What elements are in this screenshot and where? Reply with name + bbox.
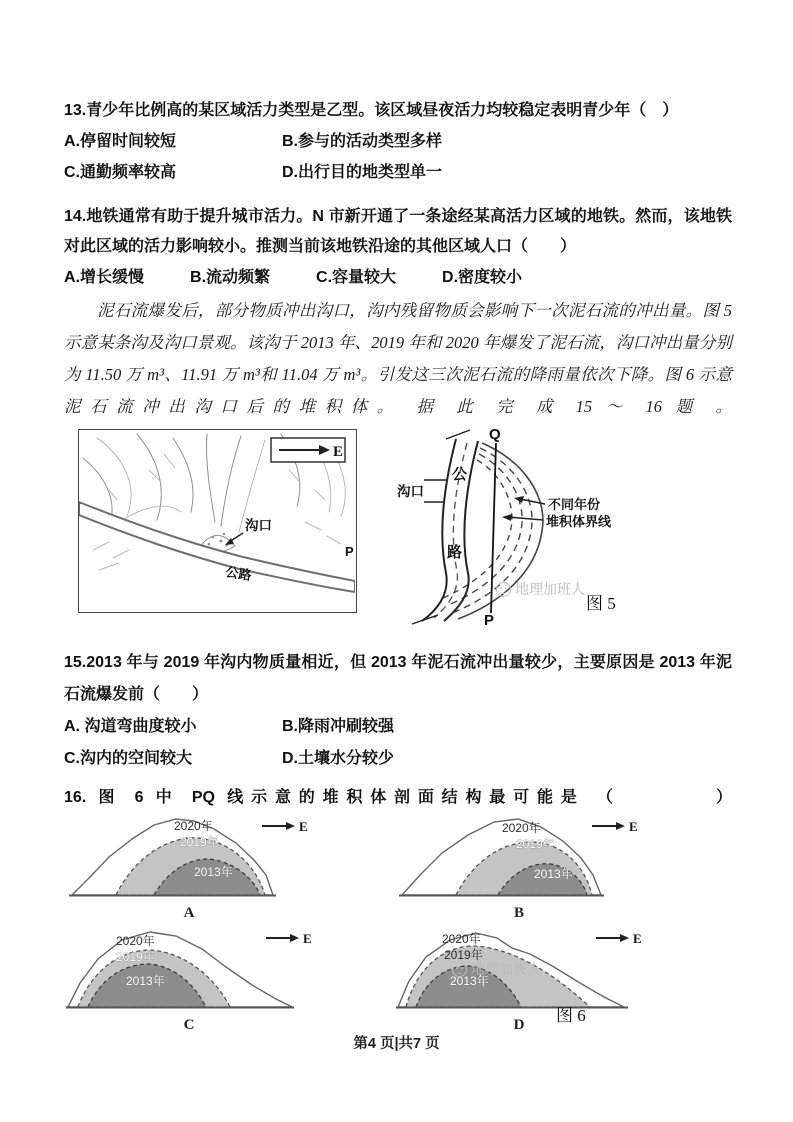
year-2019-label: 2019年 <box>180 835 219 849</box>
east-arrow-d <box>596 931 642 946</box>
legend-line1: 不同年份 <box>548 497 601 512</box>
question-15-options-row2 <box>64 743 732 775</box>
question-14-stem: 14.地铁通常有助于提升城市活力。N 市新开通了一条途经某高活力区域的地铁。然而，该地铁对此区域的活力影响较小。推测当前该地铁沿途的其他区域人口（ ） <box>64 208 732 255</box>
east-arrowhead-icon <box>620 934 629 942</box>
road-label: 公路 <box>224 564 253 584</box>
year-2020-label: 2020年 <box>174 819 213 833</box>
question-15 <box>64 647 732 775</box>
deposit-section-a <box>64 815 314 905</box>
point-p-label-left: P <box>345 544 354 559</box>
gully-mouth-label-right: 沟口 <box>397 484 424 499</box>
east-arrowhead-icon <box>290 934 299 942</box>
point-p-label-right: P <box>484 612 495 627</box>
road-char-top: 公 <box>452 466 468 483</box>
east-label: E <box>629 819 638 834</box>
question-13-options-row1 <box>64 126 732 157</box>
road-edge-left <box>422 439 456 621</box>
option-14-b: B.流动频繁 <box>190 269 271 286</box>
gully-landscape-sketch <box>79 430 355 611</box>
question-15-options-row1 <box>64 711 732 743</box>
east-arrowhead-icon <box>616 822 625 830</box>
year-2013-label: 2013年 <box>450 974 489 988</box>
watermark-text: 地理加班人 <box>515 581 585 597</box>
figure-6-panel-b <box>394 815 724 921</box>
question-14-options-row <box>64 262 732 293</box>
east-arrow-a <box>262 819 308 834</box>
question-13-options-row2 <box>64 157 732 188</box>
east-arrow-box <box>271 438 345 462</box>
east-arrow-b <box>592 819 638 834</box>
option-14-a: A.增长缓慢 <box>64 269 145 286</box>
deposit-section-d <box>394 927 644 1017</box>
option-13-d: D.出行目的地类型单一 <box>282 164 443 181</box>
option-13-a: A.停留时间较短 <box>64 133 177 150</box>
question-13 <box>64 96 732 188</box>
panel-d-letter: D <box>513 1017 525 1033</box>
year-2019-label: 2019年 <box>116 950 155 964</box>
road-break-marks <box>412 430 470 624</box>
page-content <box>64 96 732 1033</box>
figure-6-caption: 图 6 <box>556 1006 586 1025</box>
year-2019-label: 2019年 <box>444 948 483 962</box>
option-15-a: A. 沟道弯曲度较小 <box>64 718 197 735</box>
east-label: E <box>333 444 344 460</box>
option-15-d: D.土壤水分较少 <box>282 750 395 767</box>
question-16-stem: 16. 图 6 中 PQ 线示意的堆积体剖面结构最可能是 （ ） <box>64 789 732 806</box>
figure-5-landscape-panel <box>78 429 357 613</box>
panel-b-letter: B <box>513 905 524 921</box>
deposit-section-c <box>64 927 314 1017</box>
figure-5-caption: 图 5 <box>586 594 616 613</box>
year-2013-label: 2013年 <box>534 867 573 881</box>
year-2013-label: 2013年 <box>194 865 233 879</box>
gully-mouth-label: 沟口 <box>245 518 272 533</box>
option-14-c: C.容量较大 <box>316 269 397 286</box>
east-label: E <box>633 931 642 946</box>
figure-6 <box>64 815 732 1033</box>
east-arrowhead-icon <box>286 822 295 830</box>
year-2019-label: 2019年 <box>516 837 555 851</box>
figure-6-panel-a <box>64 815 394 921</box>
pq-line <box>491 443 496 613</box>
panel-c-letter: C <box>183 1017 195 1033</box>
option-13-b: B.参与的活动类型多样 <box>282 133 443 150</box>
road-band <box>79 502 355 592</box>
east-arrow-c <box>266 931 312 946</box>
question-13-stem: 13.青少年比例高的某区域活力类型是乙型。该区域昼夜活力均较稳定表明青少年（ ） <box>64 102 679 119</box>
east-label: E <box>303 931 312 946</box>
year-2020-label: 2020年 <box>502 821 541 835</box>
question-14 <box>64 202 732 293</box>
option-15-c: C.沟内的空间较大 <box>64 750 193 767</box>
passage-debris-flow: 泥石流爆发后，部分物质冲出沟口，沟内残留物质会影响下一次泥石流的冲出量。图 5 示意某条沟及沟口景观。该沟于 2013 年、2019 年和 2020 年爆发了泥石流，沟口冲出量分别为 11.50 万 m³、11.91 万 m³和 11.04 万 m³。引发这三次泥石流的降雨量依次下降。图 6 示意泥石流冲出沟口后的堆积体。 据 此 完 成 15 ～ 16 题 。 <box>64 301 732 416</box>
page-number-footer: 第4 页|共7 页 <box>353 1036 440 1052</box>
question-15-stem: 15.2013 年与 2019 年沟内物质量相近，但 2013 年泥石流冲出量较少，主要原因是 2013 年泥石流爆发前（ ） <box>64 654 732 703</box>
figure-6-grid <box>64 815 732 1033</box>
year-2013-label: 2013年 <box>126 974 165 988</box>
road-char-bottom: 路 <box>447 544 463 561</box>
point-q-label: Q <box>489 427 501 443</box>
year-2020-label: 2020年 <box>116 934 155 948</box>
figure-6-panel-c <box>64 927 394 1033</box>
legend-arrowhead-2-icon <box>502 514 512 521</box>
panel-a-letter: A <box>183 905 195 921</box>
deposit-section-b <box>394 815 644 905</box>
east-label: E <box>299 819 308 834</box>
option-14-d: D.密度较小 <box>442 269 523 286</box>
figure-5 <box>64 427 732 627</box>
option-13-c: C.通勤频率较高 <box>64 164 177 181</box>
watermark-text: 地理加班人 <box>471 961 541 977</box>
option-15-b: B.降雨冲刷较强 <box>282 718 395 735</box>
legend-line2: 堆积体界线 <box>546 514 612 529</box>
year-2020-label: 2020年 <box>442 932 481 946</box>
